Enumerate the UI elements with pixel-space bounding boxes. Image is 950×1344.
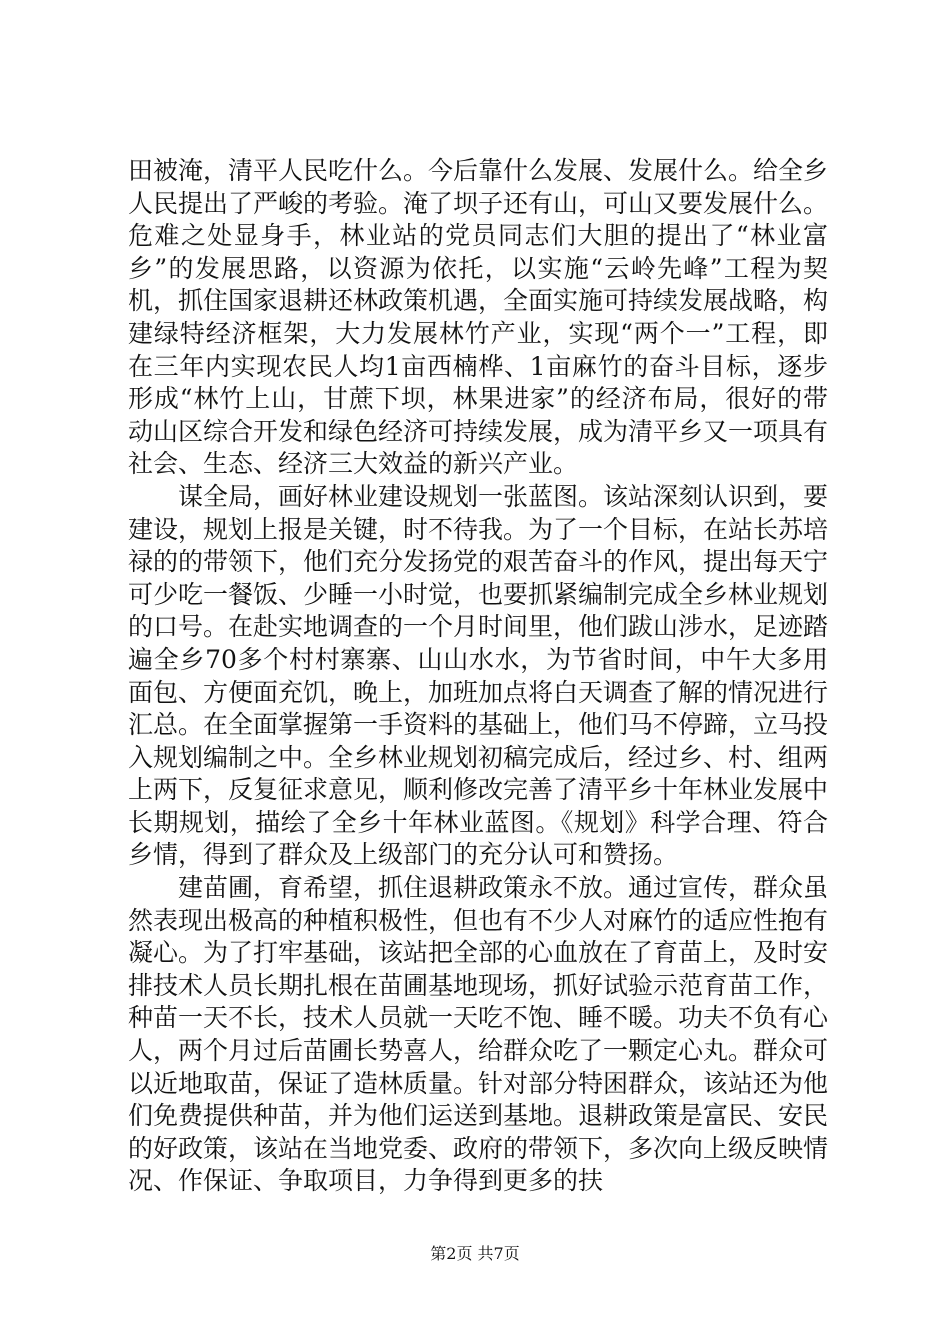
paragraph-2: 谋全局，画好林业建设规划一张蓝图。该站深刻认识到，要建设，规划上报是关键，时不待我。为了一个目标，在站长苏培禄的的带领下，他们充分发扬党的艰苦奋斗的作风，提出每天宁可少吃一餐饭、少睡一小时觉，也要抓紧编制完成全乡林业规划的口号。在赴实地调查的一个月时间里，他们跋山涉水，足迹踏遍全乡70多个村村寨寨、山山水水，为节省时间，中午大多用面包、方便面充饥，晚上，加班加点将白天调查了解的情况进行汇总。在全面掌握第一手资料的基础上，他们马不停蹄，立马投入规划编制之中。全乡林业规划初稿完成后，经过乡、村、组两上两下，反复征求意见，顺利修改完善了清平乡十年林业发展中长期规划，描绘了全乡十年林业蓝图。《规划》科学合理、符合乡情，得到了群众及上级部门的充分认可和赞扬。: [128, 481, 829, 870]
paragraph-1: 田被淹，清平人民吃什么。今后靠什么发展、发展什么。给全乡人民提出了严峻的考验。淹了坝子还有山，可山又要发展什么。危难之处显身手，林业站的党员同志们大胆的提出了“林业富乡”的发展思路，以资源为依托，以实施“云岭先峰”工程为契机，抓住国家退耕还林政策机遇，全面实施可持续发展战略，构建绿特经济框架，大力发展林竹产业，实现“两个一”工程，即在三年内实现农民人均1亩西楠桦、1亩麻竹的奋斗目标，逐步形成“林竹上山，甘蔗下坝，林果进家”的经济布局，很好的带动山区综合开发和绿色经济可持续发展，成为清平乡又一项具有社会、生态、经济三大效益的新兴产业。: [128, 156, 829, 479]
page-footer: 第2页 共7页: [430, 1244, 520, 1263]
paragraph-3: 建苗圃，育希望，抓住退耕政策永不放。通过宣传，群众虽然表现出极高的种植积极性，但也有不少人对麻竹的适应性抱有凝心。为了打牢基础，该站把全部的心血放在了育苗上，及时安排技术人员长期扎根在苗圃基地现场，抓好试验示范育苗工作，种苗一天不长，技术人员就一天吃不饱、睡不暖。功夫不负有心人，两个月过后苗圃长势喜人，给群众吃了一颗定心丸。群众可以近地取苗，保证了造林质量。针对部分特困群众，该站还为他们免费提供种苗，并为他们运送到基地。退耕政策是富民、安民的好政策，该站在当地党委、政府的带领下，多次向上级反映情况、作保证、争取项目，力争得到更多的扶: [128, 873, 829, 1196]
body-text: [128, 155, 828, 1198]
